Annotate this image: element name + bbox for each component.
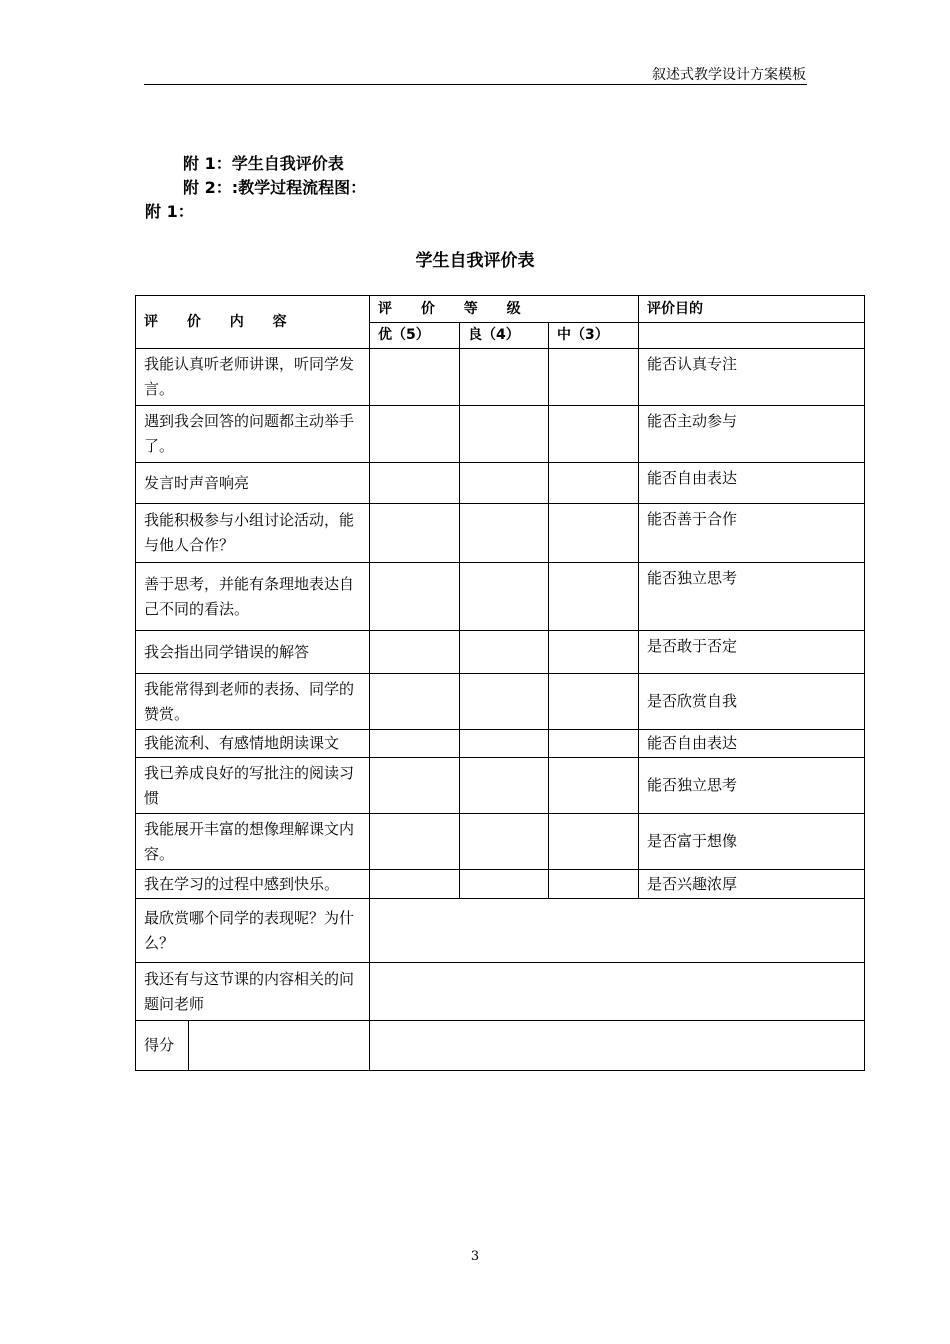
grade-cell[interactable] (549, 814, 639, 870)
grade-cell[interactable] (549, 563, 639, 631)
grade-cell[interactable] (549, 349, 639, 406)
grade-cell[interactable] (549, 406, 639, 463)
table-row (136, 349, 865, 406)
table-row (136, 814, 865, 870)
row-content: 我能展开丰富的想像理解课文内容。 (136, 814, 370, 870)
table-row (136, 674, 865, 730)
grade-cell[interactable] (549, 870, 639, 899)
grade-cell[interactable] (549, 631, 639, 674)
row-content: 我在学习的过程中感到快乐。 (136, 870, 370, 899)
table-row (136, 631, 865, 674)
row-content: 我能认真听老师讲课，听同学发言。 (136, 349, 370, 406)
grade-cell[interactable] (370, 870, 460, 899)
row-purpose: 是否富于想像 (639, 814, 865, 870)
grade-cell[interactable] (460, 563, 549, 631)
question-favorite-classmate: 最欣赏哪个同学的表现呢？为什么？ (136, 899, 370, 963)
grade-cell[interactable] (370, 563, 460, 631)
row-purpose: 能否善于合作 (639, 504, 865, 563)
grade-cell[interactable] (460, 758, 549, 814)
grade-cell[interactable] (370, 674, 460, 730)
row-content: 遇到我会回答的问题都主动举手了。 (136, 406, 370, 463)
score-label: 得分 (136, 1021, 189, 1071)
row-purpose: 能否独立思考 (639, 563, 865, 631)
attachment-line-2: 附 2：:教学过程流程图： (183, 178, 367, 197)
row-purpose: 能否认真专注 (639, 349, 865, 406)
row-content: 我会指出同学错误的解答 (136, 631, 370, 674)
grade-cell[interactable] (370, 631, 460, 674)
question-row (136, 899, 865, 963)
row-purpose: 是否敢于否定 (639, 631, 865, 674)
grade-cell[interactable] (370, 406, 460, 463)
row-content: 我能常得到老师的表扬、同学的赞赏。 (136, 674, 370, 730)
grade-cell[interactable] (370, 463, 460, 504)
row-purpose: 能否主动参与 (639, 406, 865, 463)
grade-medium: 中（3） (549, 323, 639, 349)
row-content: 我能积极参与小组讨论活动，能与他人合作？ (136, 504, 370, 563)
grade-cell[interactable] (370, 814, 460, 870)
grade-cell[interactable] (460, 463, 549, 504)
table-row (136, 406, 865, 463)
grade-cell[interactable] (460, 631, 549, 674)
grade-cell[interactable] (549, 674, 639, 730)
grade-cell[interactable] (460, 814, 549, 870)
score-cell[interactable] (189, 1021, 370, 1071)
table-row (136, 758, 865, 814)
attachment-line-3: 附 1： (145, 202, 194, 221)
row-purpose: 是否欣赏自我 (639, 674, 865, 730)
purpose-subheader-cell (639, 323, 865, 349)
grade-cell[interactable] (460, 870, 549, 899)
grade-cell[interactable] (370, 504, 460, 563)
question-row (136, 963, 865, 1021)
grade-good: 良（4） (460, 323, 549, 349)
grade-cell[interactable] (460, 674, 549, 730)
score-row (136, 1021, 865, 1071)
grade-excellent: 优（5） (370, 323, 460, 349)
grade-cell[interactable] (549, 504, 639, 563)
grade-cell[interactable] (549, 758, 639, 814)
grade-cell[interactable] (549, 463, 639, 504)
header-evaluation-grade: 评 价 等 级 (370, 296, 639, 323)
grade-cell[interactable] (370, 730, 460, 758)
score-remark-cell[interactable] (370, 1021, 865, 1071)
table-row (136, 563, 865, 631)
row-content: 我能流利、有感情地朗读课文 (136, 730, 370, 758)
answer-cell[interactable] (370, 899, 865, 963)
row-purpose: 是否兴趣浓厚 (639, 870, 865, 899)
table-row (136, 870, 865, 899)
table-row (136, 463, 865, 504)
row-content: 我已养成良好的写批注的阅读习惯 (136, 758, 370, 814)
question-for-teacher: 我还有与这节课的内容相关的问题问老师 (136, 963, 370, 1021)
page-number: 3 (470, 1249, 480, 1264)
attachment-line-1: 附 1：学生自我评价表 (183, 154, 344, 173)
row-purpose: 能否自由表达 (639, 463, 865, 504)
row-content: 善于思考，并能有条理地表达自己不同的看法。 (136, 563, 370, 631)
grade-cell[interactable] (549, 730, 639, 758)
header-rule (144, 84, 807, 85)
table-row (136, 504, 865, 563)
row-content: 发言时声音响亮 (136, 463, 370, 504)
grade-cell[interactable] (460, 349, 549, 406)
table-row (136, 730, 865, 758)
document-header-title: 叙述式教学设计方案模板 (652, 67, 806, 83)
grade-cell[interactable] (370, 349, 460, 406)
header-evaluation-content: 评 价 内 容 (136, 296, 370, 349)
grade-cell[interactable] (460, 504, 549, 563)
self-evaluation-table (135, 295, 865, 1071)
header-evaluation-purpose: 评价目的 (639, 296, 865, 323)
grade-cell[interactable] (460, 406, 549, 463)
table-title: 学生自我评价表 (415, 251, 535, 271)
row-purpose: 能否独立思考 (639, 758, 865, 814)
grade-cell[interactable] (460, 730, 549, 758)
grade-cell[interactable] (370, 758, 460, 814)
answer-cell[interactable] (370, 963, 865, 1021)
row-purpose: 能否自由表达 (639, 730, 865, 758)
